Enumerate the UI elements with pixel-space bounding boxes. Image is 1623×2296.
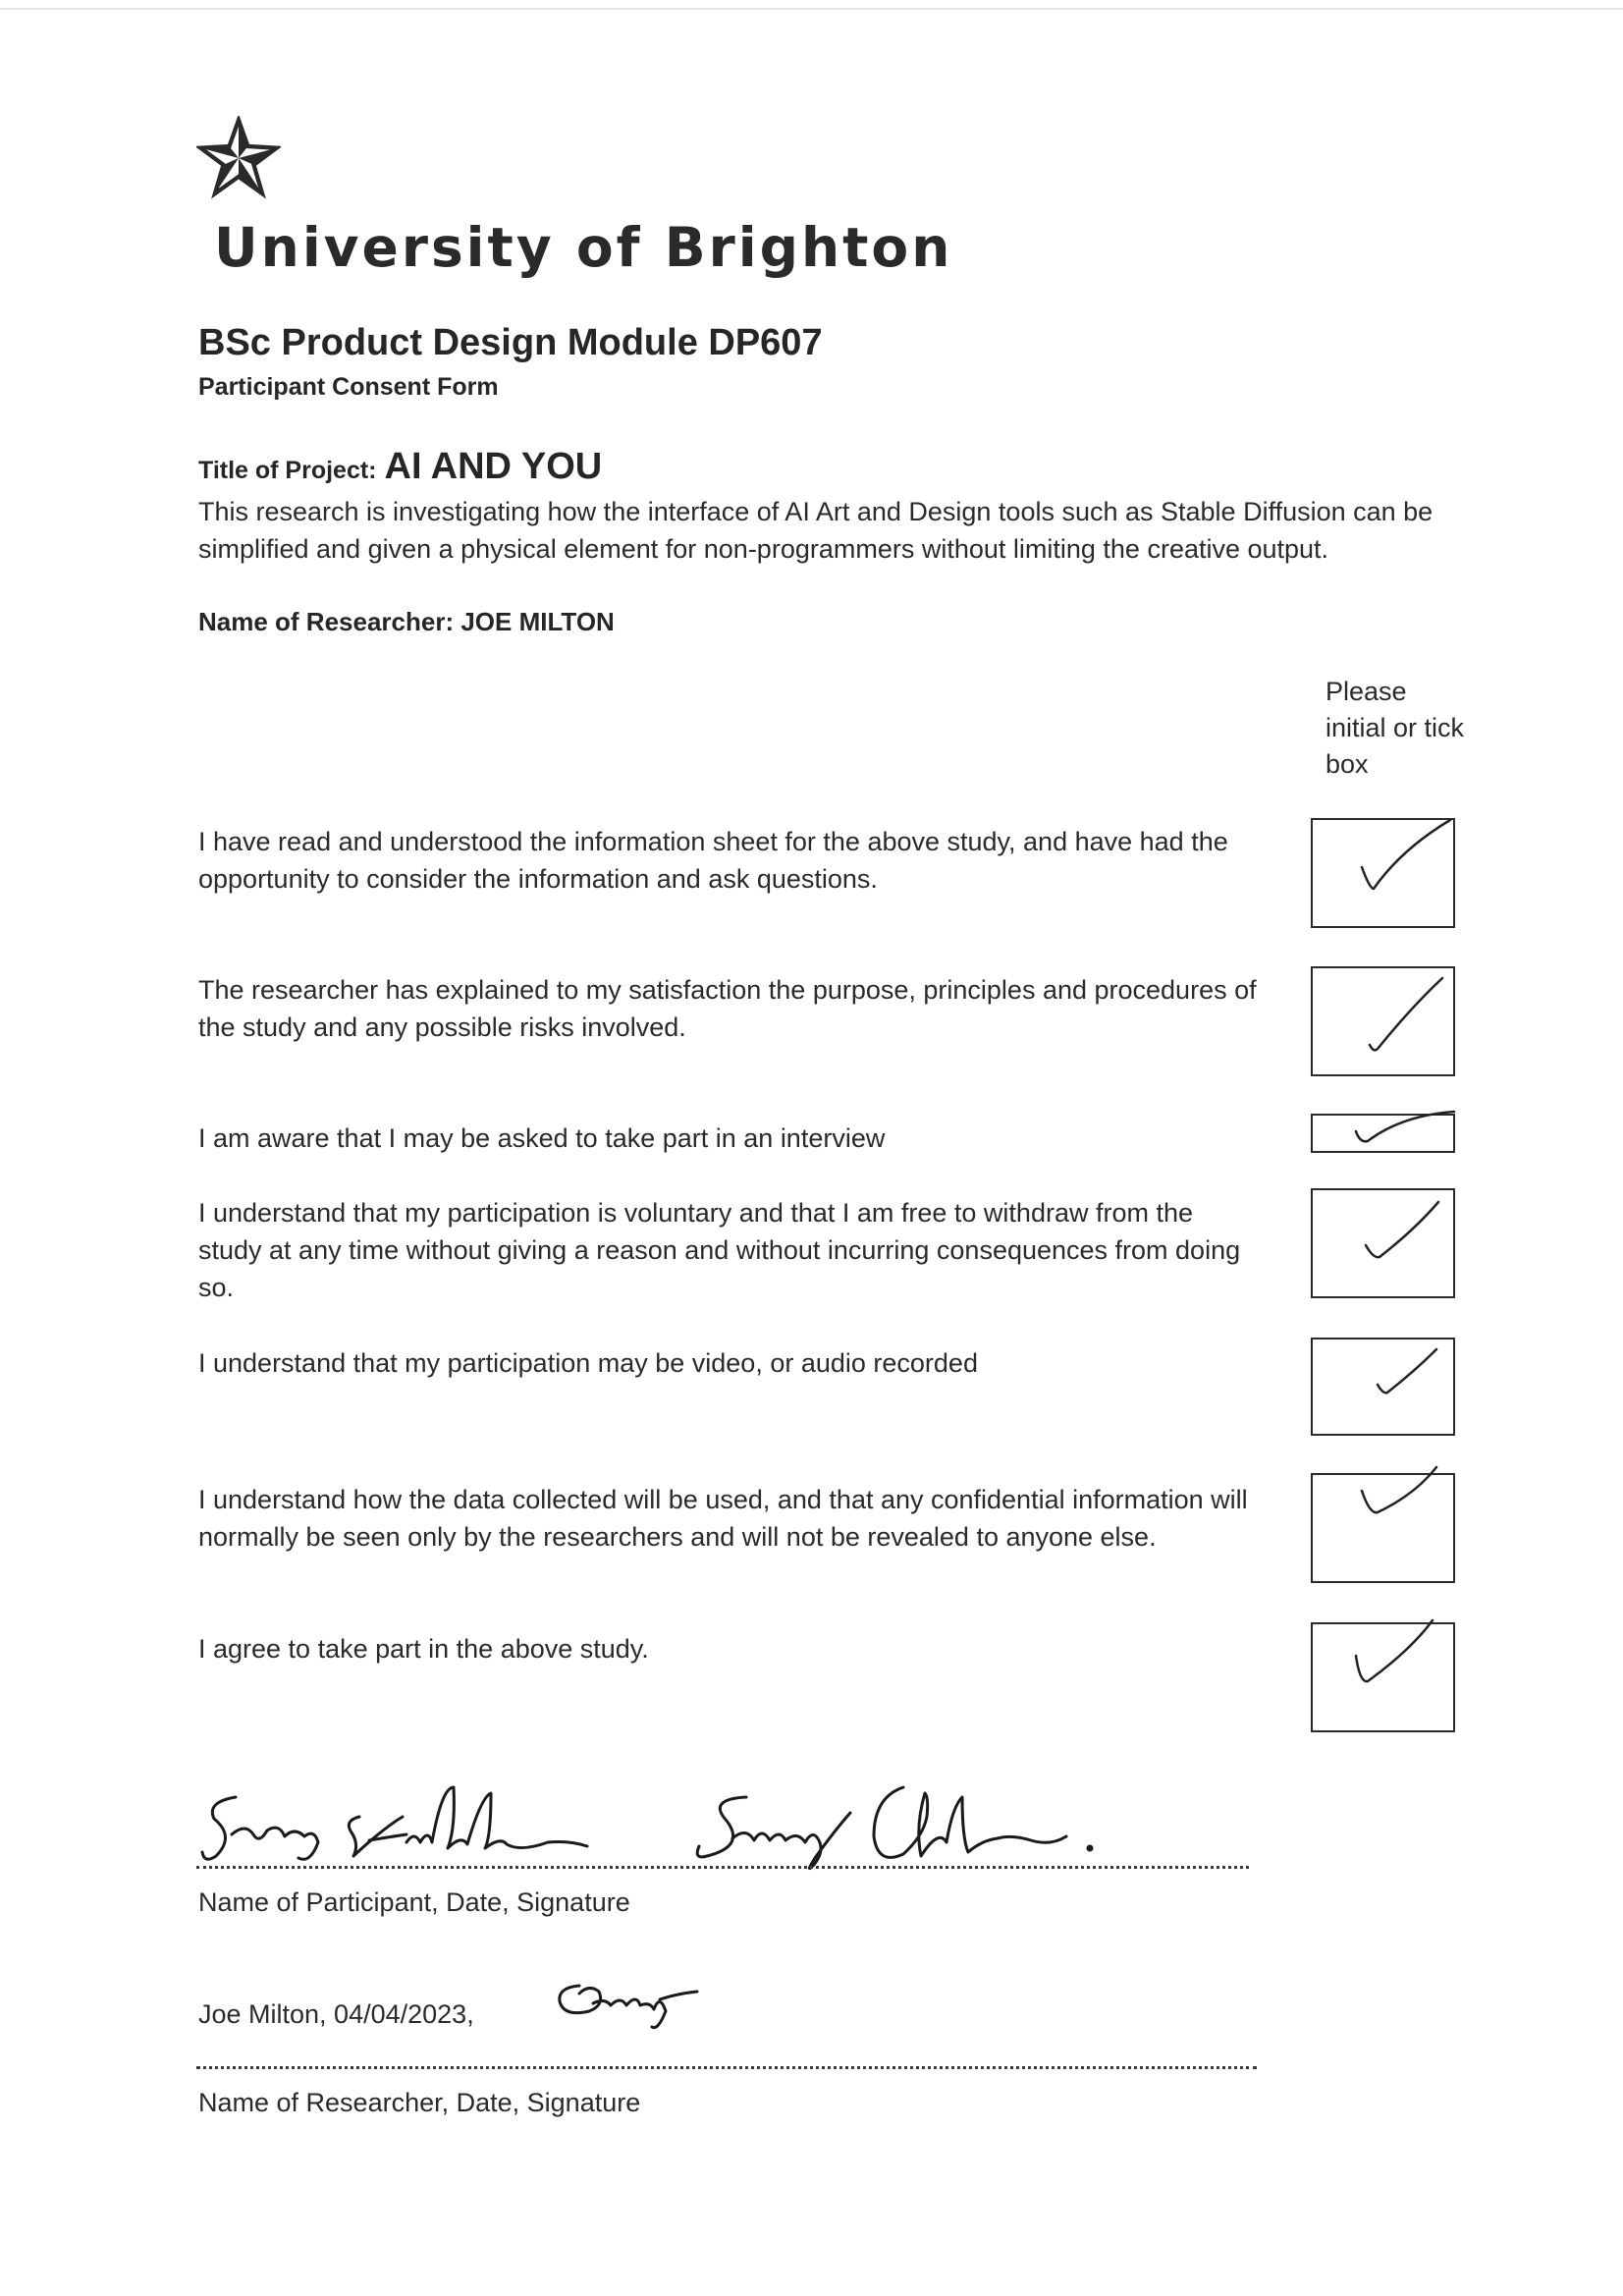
module-title: BSc Product Design Module DP607 <box>198 322 823 363</box>
tick-mark-icon <box>1313 1595 1457 1742</box>
project-label: Title of Project: <box>198 457 377 484</box>
statement-1: I have read and understood the information sheet for the above study, and have had the opportunity to consider the information and ask questions. <box>198 827 1228 894</box>
tick-mark-icon <box>1313 791 1457 938</box>
statement-5: I understand that my participation may be video, or audio recorded <box>198 1348 978 1378</box>
form-title: Participant Consent Form <box>198 373 499 401</box>
scan-edge <box>0 8 1623 10</box>
researcher-caption: Name of Researcher, Date, Signature <box>198 2088 641 2117</box>
statement-4: I understand that my participation is voluntary and that I am free to withdraw from the study at any time without giving a reason and without incurring consequences from doing so. <box>198 1198 1241 1302</box>
project-description: This research is investigating how the interface of AI Art and Design tools such as Stable Diffusion can be simplified and given a physical element for non-programmers without limiting the creative output. <box>198 497 1434 564</box>
participant-signature-line <box>196 1866 1249 1869</box>
tick-column-header: Please initial or tick box <box>1325 677 1465 779</box>
participant-caption: Name of Participant, Date, Signature <box>198 1887 630 1917</box>
tickbox-4[interactable] <box>1311 1188 1455 1298</box>
brighton-star-icon <box>196 116 281 200</box>
project-title-line <box>198 446 602 488</box>
tickbox-3[interactable] <box>1311 1114 1455 1153</box>
tick-mark-icon <box>1313 1446 1457 1593</box>
statement-3: I am aware that I may be asked to take part in an interview <box>198 1123 886 1153</box>
statement-7: I agree to take part in the above study. <box>198 1634 649 1664</box>
tick-mark-icon <box>1313 1161 1457 1308</box>
tickbox-1[interactable] <box>1311 818 1455 928</box>
tickbox-6[interactable] <box>1311 1473 1455 1583</box>
researcher-signature <box>550 1972 707 2041</box>
statement-2: The researcher has explained to my satisfaction the purpose, principles and procedures of the study and any possible risks involved. <box>198 975 1257 1042</box>
researcher-signature-line <box>196 2066 1257 2069</box>
researcher-name-line: Name of Researcher: JOE MILTON <box>198 607 615 636</box>
project-title: AI AND YOU <box>384 446 603 487</box>
university-name: University of Brighton <box>214 216 953 279</box>
participant-signature <box>196 1758 1178 1876</box>
tick-mark-icon <box>1313 939 1457 1086</box>
tickbox-2[interactable] <box>1311 966 1455 1076</box>
tickbox-7[interactable] <box>1311 1622 1455 1732</box>
tick-mark-icon <box>1313 1310 1457 1457</box>
tickbox-5[interactable] <box>1311 1338 1455 1436</box>
researcher-entry: Joe Milton, 04/04/2023, <box>198 1999 474 2029</box>
statement-6: I understand how the data collected will be used, and that any confidential information will normally be seen only by the researchers and will not be revealed to anyone else. <box>198 1485 1248 1552</box>
